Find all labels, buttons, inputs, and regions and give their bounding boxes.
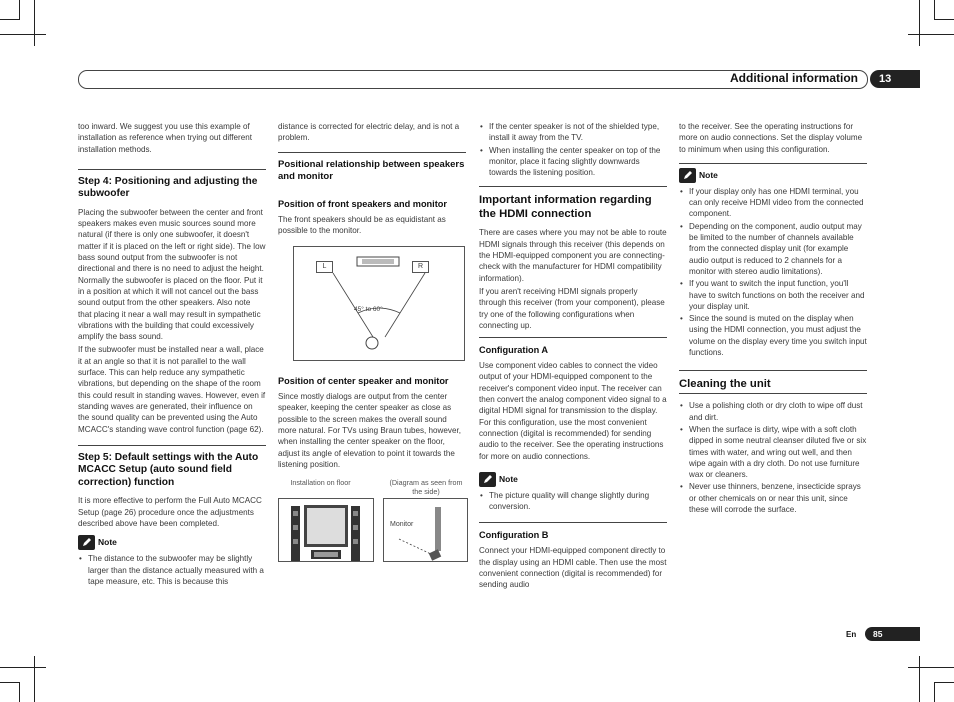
bullet-list — [479, 121, 667, 178]
paragraph: If you aren't receiving HDMI signals properly through this receiver (from your component), please try one of the following configurations when connecting up. — [479, 286, 665, 330]
list-item: • Since the sound is muted on the display when using the HDMI connection, you must adjust the volume on the display every time you switch input functions. — [689, 313, 867, 358]
section-divider — [479, 522, 667, 523]
config-a-heading: Configuration A — [479, 345, 549, 356]
note-list — [78, 553, 266, 587]
front-view-box — [278, 498, 374, 562]
crop-mark — [919, 656, 920, 702]
note-list — [479, 490, 667, 513]
column-1 — [78, 121, 266, 588]
crop-mark — [919, 0, 920, 46]
note-list — [679, 186, 867, 358]
paragraph: It is more effective to perform the Full Auto MCACC Setup (page 26) procedure once the adjustments described above have been completed. — [78, 496, 262, 528]
hdmi-heading: Important information regarding the HDMI connection — [479, 194, 652, 221]
section-divider — [278, 152, 466, 153]
cleaning-list — [679, 400, 867, 515]
crop-mark — [19, 0, 20, 20]
column-4 — [679, 121, 867, 516]
list-item: • When installing the center speaker on top of the monitor, place it facing slightly downwards towards the listening position. — [489, 145, 667, 179]
crop-mark — [908, 667, 954, 668]
monitor-label: Monitor — [390, 521, 414, 529]
note-pencil-icon — [78, 535, 95, 550]
note-label: Note — [499, 473, 518, 484]
crop-mark — [934, 19, 954, 20]
figure-captions — [278, 478, 466, 496]
page-number: 85 — [865, 627, 920, 641]
crop-mark — [0, 34, 46, 35]
step5-heading: Step 5: Default settings with the Auto MCACC Setup (auto sound field correction) function — [78, 451, 259, 488]
left-speaker-label: L — [316, 261, 333, 273]
paragraph: Connect your HDMI-equipped component directly to the display using an HDMI cable. Then use the most convenient connection (digital is recommended) for sending audio — [479, 546, 667, 590]
column-2 — [278, 121, 466, 562]
step4-heading: Step 4: Positioning and adjusting the subwoofer — [78, 175, 258, 200]
chapter-number: 13 — [870, 70, 920, 88]
section-divider — [679, 393, 867, 394]
section-title: Additional information — [730, 71, 858, 85]
crop-mark — [19, 682, 20, 702]
section-divider — [479, 337, 667, 338]
section-divider — [78, 445, 266, 446]
crop-mark — [934, 682, 935, 702]
crop-mark — [934, 0, 935, 20]
angle-label: 45° to 60° — [354, 306, 383, 314]
section-divider — [78, 169, 266, 170]
note-label: Note — [98, 537, 117, 548]
center-speaker-diagram — [278, 498, 466, 562]
column-3 — [479, 121, 667, 593]
front-speakers-heading: Position of front speakers and monitor — [278, 198, 447, 209]
right-speaker-label: R — [412, 261, 429, 273]
list-item: • Depending on the component, audio output may be limited to the number of channels available from the connected display unit (for example audio output is reduced to 2 channels for a monitor with stereo audio limitations). — [689, 221, 867, 277]
paragraph: If the subwoofer must be installed near a wall, place it at an angle so that it is not parallel to the wall surface. This can help reduce any sympathetic vibrations, but depending on the shape of the room this could result in standing waves. However, even if standing waves are generated, their influence on the sound quality can be prevented using the Auto MCACC's standing wave control function (page 62). — [78, 345, 266, 434]
center-speaker-heading: Position of center speaker and monitor — [278, 376, 449, 387]
section-divider — [479, 186, 667, 187]
paragraph: There are cases where you may not be able to route HDMI signals through this receiver (this depends on the HDMI-equipped component you are connecting-check with the manufacturer for HDMI compatibility information). — [479, 228, 667, 283]
positional-heading: Positional relationship between speakers and monitor — [278, 158, 465, 183]
note-label: Note — [699, 169, 718, 180]
section-divider — [679, 370, 867, 371]
note-pencil-icon — [479, 472, 496, 487]
note-heading — [679, 168, 867, 183]
note-heading — [479, 472, 667, 487]
paragraph: distance is corrected for electric delay, and is not a problem. — [278, 122, 460, 143]
list-item: • The picture quality will change slightly during conversion. — [489, 490, 667, 513]
list-item: • If the center speaker is not of the shielded type, install it away from the TV. — [489, 121, 667, 144]
crop-mark — [0, 19, 20, 20]
list-item: • Never use thinners, benzene, insecticide sprays or other chemicals on or near this unit, since these will corrode the surface. — [689, 481, 867, 515]
caption-floor: Installation on floor — [290, 478, 351, 488]
note-heading — [78, 535, 266, 550]
side-view-box — [383, 498, 468, 562]
crop-mark — [0, 667, 46, 668]
crop-mark — [34, 0, 35, 46]
list-item: • If your display only has one HDMI terminal, you can only receive HDMI video from the connected component. — [689, 186, 867, 220]
caption-side: (Diagram as seen from the side) — [389, 478, 463, 497]
paragraph: to the receiver. See the operating instructions for more on audio connections. Set the display volume to minimum when using this configuration. — [679, 122, 863, 154]
config-b-heading: Configuration B — [479, 530, 549, 541]
crop-mark — [908, 34, 954, 35]
paragraph: Use component video cables to connect the video output of your HDMI-equipped component to the receiver's component video input. The receiver can then convert the analog component video signal to a digital HDMI signal for transmission to the display. For this configuration, use the most convenient connection (digital is recommended) for sending audio to the receiver. See the operating instructions for more on audio connections. — [479, 361, 667, 461]
section-divider — [679, 163, 867, 164]
paragraph: too inward. We suggest you use this example of installation as reference when trying out different installation methods. — [78, 122, 252, 154]
paragraph: The front speakers should be as equidistant as possible to the monitor. — [278, 214, 446, 235]
paragraph: Placing the subwoofer between the center and front speakers makes even music sources sound more natural (if there is only one subwoofer, it doesn't matter if it is placed on the left or right side). The low bass sound output from the subwoofer is not directional and there is no need to adjust the height. Normally the subwoofer is placed on the floor. Put it in a position at which it will not cancel out the bass sound output from the other speakers. Also note that placing it near a wall may result in sympathetic vibrations with the building that could excessively amplify the bass sound. — [78, 207, 266, 342]
list-item: • The distance to the subwoofer may be slightly larger than the distance actually measured with a tape measure, etc. This is because this — [88, 553, 266, 587]
crop-mark — [34, 656, 35, 702]
speaker-position-diagram — [293, 246, 465, 361]
crop-mark — [934, 682, 954, 683]
list-item: • When the surface is dirty, wipe with a soft cloth dipped in some neutral cleanser diluted five or six times with water, and wring out well, and then wipe again with a dry cloth. Do not use furniture wax or cleaners. — [689, 424, 867, 480]
cleaning-heading: Cleaning the unit — [679, 378, 771, 391]
crop-mark — [0, 682, 20, 683]
note-pencil-icon — [679, 168, 696, 183]
language-label: En — [846, 630, 857, 639]
list-item: • If you want to switch the input function, you'll have to switch functions on both the receiver and your display unit. — [689, 278, 867, 312]
list-item: • Use a polishing cloth or dry cloth to wipe off dust and dirt. — [689, 400, 867, 423]
paragraph: Since mostly dialogs are output from the center speaker, keeping the center speaker as close as possible to the screen makes the overall sound more natural. For TVs using Braun tubes, however, when installing the center speaker on the floor, adjust its angle of elevation to point it towards the listening position. — [278, 392, 461, 469]
